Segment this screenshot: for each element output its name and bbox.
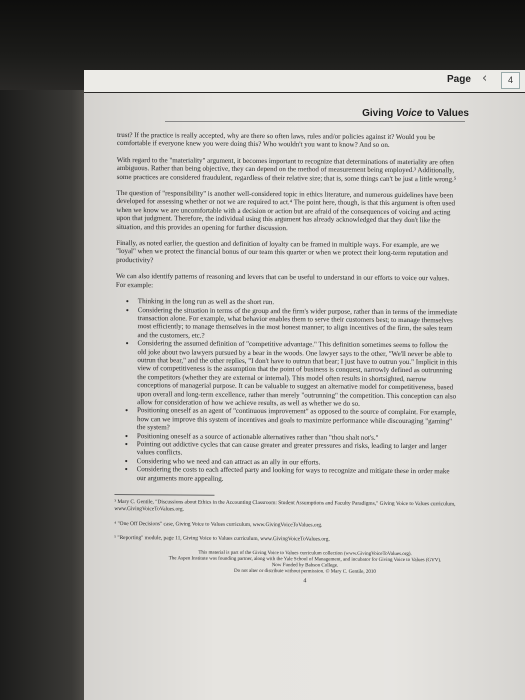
bullet-item: • Positioning oneself as an agent of "continuous improvement" as opposed to the source of complaint. For example, how can we improve this system of incentives and goals to maximize performance while discouraging "gaming" the system? (137, 407, 457, 434)
page-label: Page (447, 74, 471, 85)
paragraph: trust? If the practice is really accepted, why are there so often laws, rules and/or policies against it? Would you be comfortable if everyone knew you were doing this? Who wouldn't you want to know? And so on. (116, 131, 436, 150)
header-title-after: to Values (422, 108, 469, 119)
bullet-item: • Considering the costs to each affected party and looking for ways to recognize and mitigate these in order make our arguments more appealing. (137, 465, 457, 484)
bullet-item: • Considering who we need and can attract as an ally in our efforts. (137, 457, 457, 468)
bullet-item: • Considering the situation in terms of the group and the firm's wider purpose, rather than in terms of the immediate transaction alone. For example, what behavior enables them to serve their customers best; to manage themselves most efficiently; to manage themselves in the most honest manner; to align incentives of the firm, the sales team and the customers, etc.? (138, 306, 458, 342)
bullet-item: • Considering the assumed definition of "competitive advantage." This definition sometimes seems to follow the old joke about two lawyers pursued by a bear in the woods. One lawyer says to the other, "We'll never be able to outrun that bear," and the other replies, "I don't have to outrun that bear; I just have to outrun you." Implicit in this view of competitiveness is the assumption that the point of business is conquest, narrowly defined as outrunning the competitors (whether they are external or internal). This model often results in shortsighted, narrow conceptions of managerial purpose. It can be valuable to suggest an alternative model for competitiveness, based upon overall and long-term excellence, rather than merely "outrunning" the competition. This conception can also allow for consideration of how we achieve results, as well as whether we do so. (137, 339, 457, 408)
paragraph: The question of "responsibility" is another well-considered topic in ethics literature, and numerous guidelines have been developed for assessing whether or not we are required to act.⁴ The point here, though, is that this argument is often used when we know we are uncomfortable with a decision or action but are afraid of the consequences of voicing and acting upon that judgment. Therefore, the individual using this argument has already acknowledged that they don't like the situation, and this provides an opening for further discussion. (116, 189, 456, 232)
credit-line: This material is part of the Giving Voice to Values curriculum collection (www.GivingVoiceToValues.org). (198, 550, 412, 558)
credit-line: The Aspen Institute was founding partner, along with the Yale School of Management, and incubator for Giving Voice to Values (GVV). (168, 556, 442, 564)
footnote: ⁵ "Reporting" module, page 11, Giving Voice to Values curriculum, www.GivingVoiceToValues.org. (114, 535, 330, 543)
paragraph: With regard to the "materiality" argument, it becomes important to recognize that determinations of materiality are often ambiguous. Rather than being objective, they can depend on the method of measurement being employed.³ Additionally, some practices are considered fraudulent, regardless of their relative size; that is, some things can't be just a little wrong.⁵ (116, 155, 457, 183)
header-title-before: Giving (362, 108, 396, 119)
header-rule (165, 121, 465, 122)
viewer-left-margin (0, 90, 84, 700)
bullet-item: • Pointing out addictive cycles that can cause greater and greater pressures and risks, leading to larger and larger values conflicts. (137, 440, 457, 459)
previous-page-chevron-icon[interactable]: ‹ (482, 71, 488, 86)
paragraph: We can also identify patterns of reasoning and levers that can be useful to understand in our efforts to voice our values. For example: (115, 272, 450, 289)
document-body (114, 131, 459, 587)
paragraph: Finally, as noted earlier, the question and definition of loyalty can be framed in multiple ways. For example, are we "loyal" when we protect the financial bonus of our team this quarter or when we protect their long-term reputation and productivity? (116, 239, 448, 265)
footnote-rule (114, 494, 214, 496)
credit-line: Now Funded by Babson College. (271, 563, 339, 569)
footnote: ⁴ "One Off Decisions" case, Giving Voice to Values curriculum, www.GivingVoiceToValues.org. (114, 520, 323, 529)
page-footer-number: 4 (303, 578, 307, 585)
header-title-italic: Voice (396, 108, 423, 119)
bullet-item: • Thinking in the long run as well as the short run. (138, 297, 458, 308)
bullet-item: • Positioning oneself as a source of actionable alternatives rather than "thou shalt not's." (137, 432, 457, 443)
credit-block (114, 550, 456, 576)
credit-line: Do not alter or distribute without permission. © Mary C. Gentile, 2010 (233, 569, 376, 576)
running-header-title (362, 108, 469, 119)
bullet-list (115, 297, 458, 484)
footnote: ³ Mary C. Gentile, "Discussions about Ethics in the Accounting Classroom: Student Assumptions and Faculty Paradigms," Giving Voice to Values curriculum, www.GivingVoiceToValues.org. (114, 499, 456, 513)
page-number-field[interactable]: 4 (501, 72, 520, 89)
